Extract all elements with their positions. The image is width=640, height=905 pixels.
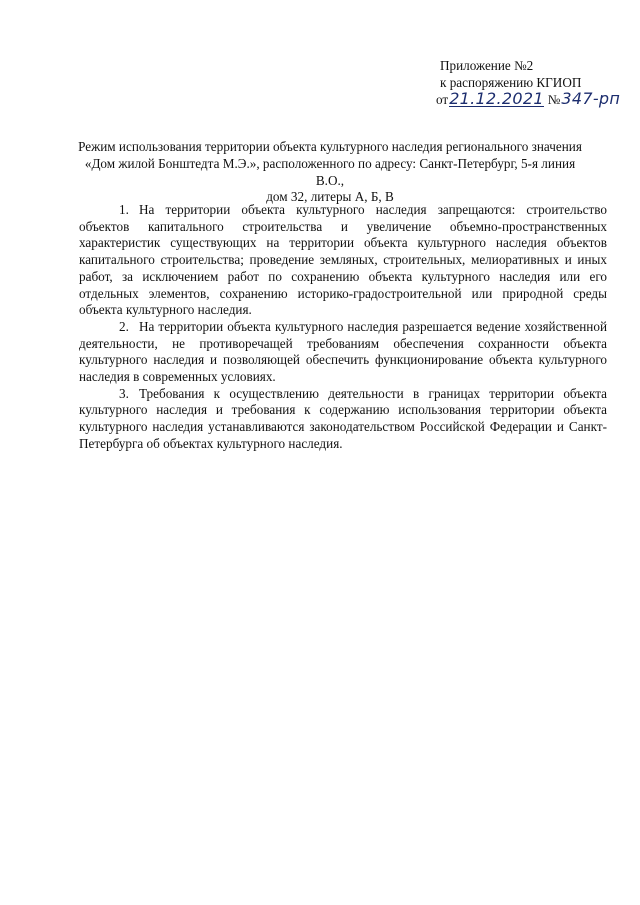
- paragraph-number: 2.: [119, 318, 129, 334]
- handwritten-date: 21.12.2021: [449, 89, 544, 108]
- paragraph-text: Требования к осуществлению деятельности в границах территории объекта культурного наследия и требования к содержанию использования территории объекта культурного наследия устанавливаются законодательством Российской Федерации и Санкт-Петербурга об объектах культурного наследия.: [79, 385, 607, 451]
- paragraph-number: 3.: [119, 385, 129, 401]
- appendix-title: Приложение №2: [440, 58, 534, 73]
- title-line-1: Режим использования территории объекта культурного наследия регионального значения: [78, 139, 582, 154]
- handwritten-number: 347-рп: [561, 89, 621, 108]
- appendix-header: [436, 58, 626, 109]
- paragraph-text: На территории объекта культурного наследия запрещаются: строительство объектов капитального строительства и увеличение объемно-пространственных характеристик существующих на территории объекта культурного наследия объектов капитального строительства; проведение земляных, строительных, мелиоративных и иных работ, за исключением работ по сохранению объекта культурного наследия или его отдельных элементов, сохранению историко-градостроительной или природной среды объекта культурного наследия.: [79, 202, 607, 318]
- title-line-2: «Дом жилой Бонштедта М.Э.», расположенного по адресу: Санкт-Петербург, 5-я линия В.О.,: [84, 155, 576, 188]
- document-body: [79, 202, 607, 453]
- appendix-order-reference: к распоряжению КГИОП: [440, 74, 582, 90]
- paragraph-text: На территории объекта культурного наследия разрешается ведение хозяйственной деятельности, не противоречащей требованиям обеспечения сохранности объекта культурного наследия и позволяющей обеспечить функционирование объекта культурного наследия в современных условиях.: [79, 318, 607, 385]
- appendix-date-number-line: [436, 91, 626, 109]
- paragraph-2: [79, 319, 607, 386]
- paragraph-1: [79, 202, 607, 319]
- document-title: [70, 139, 590, 206]
- paragraph-3: [79, 386, 607, 453]
- date-prefix: от: [436, 92, 449, 107]
- number-prefix: №: [547, 92, 561, 107]
- title-line-3: дом 32, литеры А, Б, В: [266, 189, 394, 205]
- paragraph-number: 1.: [119, 202, 129, 217]
